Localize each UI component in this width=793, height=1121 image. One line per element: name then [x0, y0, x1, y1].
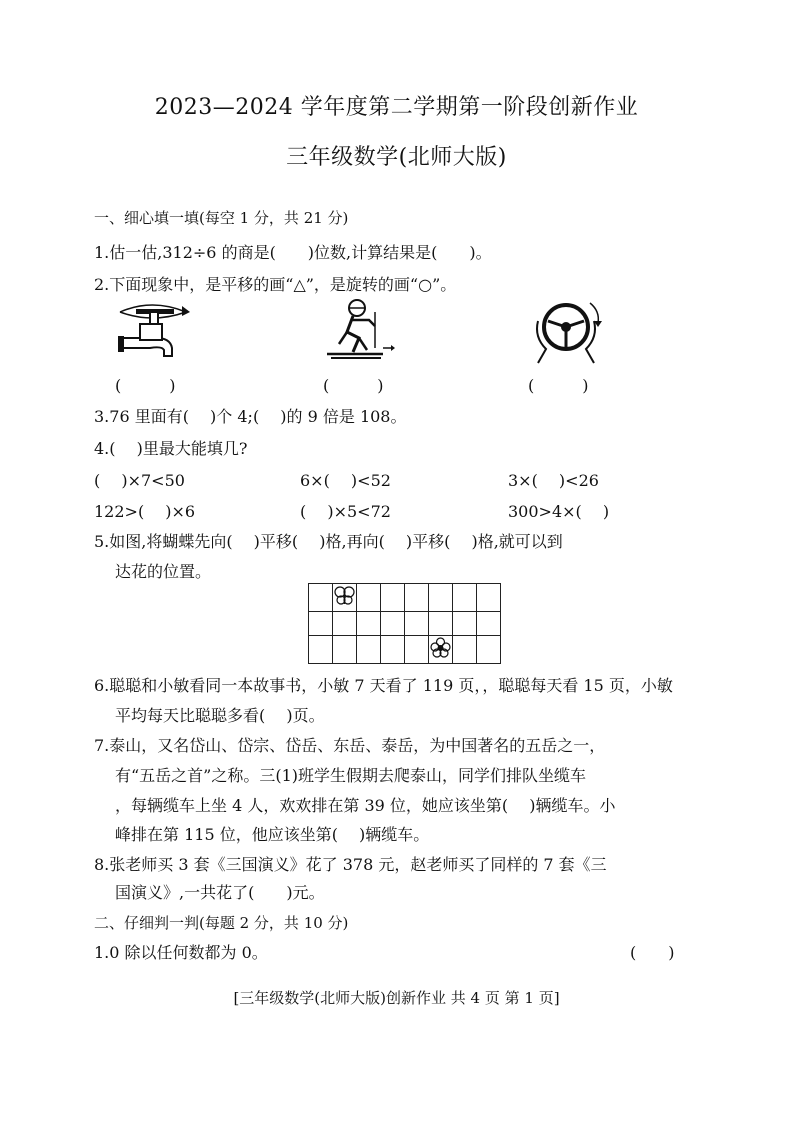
grid-cell — [357, 636, 381, 664]
section2-heading: 二、仔细判一判(每题 2 分，共 10 分) — [94, 914, 349, 932]
judge-question-1: 1.0 除以任何数都为 0。 — [94, 943, 268, 962]
grid-cell — [453, 584, 477, 612]
page-title: 2023—2024 学年度第二学期第一阶段创新作业 — [154, 95, 639, 120]
question-4-item: 3×( )<26 — [508, 471, 599, 490]
question-7-line-2: 有“五岳之首”之称。三(1)班学生假期去爬泰山，同学们排队坐缆车 — [115, 766, 587, 785]
grid-cell — [333, 612, 357, 636]
butterfly-icon — [333, 584, 356, 607]
question-3: 3.76 里面有( )个 4;( )的 9 倍是 108。 — [94, 407, 407, 426]
grid-cell — [357, 584, 381, 612]
section1-heading: 一、细心填一填(每空 1 分，共 21 分) — [94, 209, 349, 227]
question-7-line-3: ，每辆缆车上坐 4 人，欢欢排在第 39 位，她应该坐第( )辆缆车。小 — [115, 796, 616, 815]
grid-cell — [477, 584, 501, 612]
question-4-item: ( )×5<72 — [300, 502, 391, 521]
steering-wheel-picture — [528, 297, 604, 365]
grid-cell — [429, 584, 453, 612]
butterfly-grid — [308, 583, 501, 664]
grid-cell — [477, 636, 501, 664]
question-7-line-4: 峰排在第 115 位，他应该坐第( )辆缆车。 — [115, 825, 430, 844]
question-1: 1.估一估,312÷6 的商是( )位数,计算结果是( )。 — [94, 243, 492, 262]
grid-cell — [405, 612, 429, 636]
question-2-blank-3[interactable]: ( ) — [528, 376, 589, 395]
question-2-blank-2[interactable]: ( ) — [323, 376, 384, 395]
question-5-line-2: 达花的位置。 — [115, 562, 212, 581]
page-footer: [三年级数学(北师大版)创新作业 共 4 页 第 1 页] — [233, 989, 560, 1007]
question-4-item: 6×( )<52 — [300, 471, 391, 490]
question-6-line-2: 平均每天比聪聪多看( )页。 — [115, 706, 325, 725]
grid-cell — [333, 636, 357, 664]
judge-question-1-blank[interactable]: ( ) — [630, 943, 675, 962]
grid-cell — [333, 584, 357, 612]
grid-cell — [429, 612, 453, 636]
grid-cell — [453, 636, 477, 664]
question-8-line-2: 国演义》,一共花了( )元。 — [115, 883, 325, 902]
question-5-line-1: 5.如图,将蝴蝶先向( )平移( )格,再向( )平移( )格,就可以到 — [94, 532, 563, 551]
flower-icon — [429, 636, 452, 659]
question-8-line-1: 8.张老师买 3 套《三国演义》花了 378 元，赵老师买了同样的 7 套《三 — [94, 855, 607, 874]
grid-cell — [381, 612, 405, 636]
question-4: 4.( )里最大能填几? — [94, 439, 248, 458]
question-7-line-1: 7.泰山，又名岱山、岱宗、岱岳、东岳、泰岳，为中国著名的五岳之一， — [94, 736, 606, 755]
grid-cell — [453, 612, 477, 636]
grid-cell — [381, 636, 405, 664]
grid-cell — [405, 584, 429, 612]
grid-cell — [429, 636, 453, 664]
page-subtitle: 三年级数学(北师大版) — [286, 145, 507, 170]
grid-cell — [309, 636, 333, 664]
question-2: 2.下面现象中，是平移的画“△”，是旋转的画“○”。 — [94, 275, 457, 294]
grid-cell — [405, 636, 429, 664]
question-4-item: 300>4×( ) — [508, 502, 610, 521]
grid-cell — [381, 584, 405, 612]
skier-picture — [323, 298, 395, 364]
question-4-item: ( )×7<50 — [94, 471, 185, 490]
grid-cell — [309, 584, 333, 612]
question-6-line-1: 6.聪聪和小敏看同一本故事书，小敏 7 天看了 119 页，，聪聪每天看 15 页，小敏 — [94, 676, 673, 695]
grid-cell — [357, 612, 381, 636]
question-4-item: 122>( )×6 — [94, 502, 196, 521]
grid-cell — [309, 612, 333, 636]
grid-cell — [477, 612, 501, 636]
faucet-picture — [106, 300, 198, 368]
question-2-blank-1[interactable]: ( ) — [115, 376, 176, 395]
